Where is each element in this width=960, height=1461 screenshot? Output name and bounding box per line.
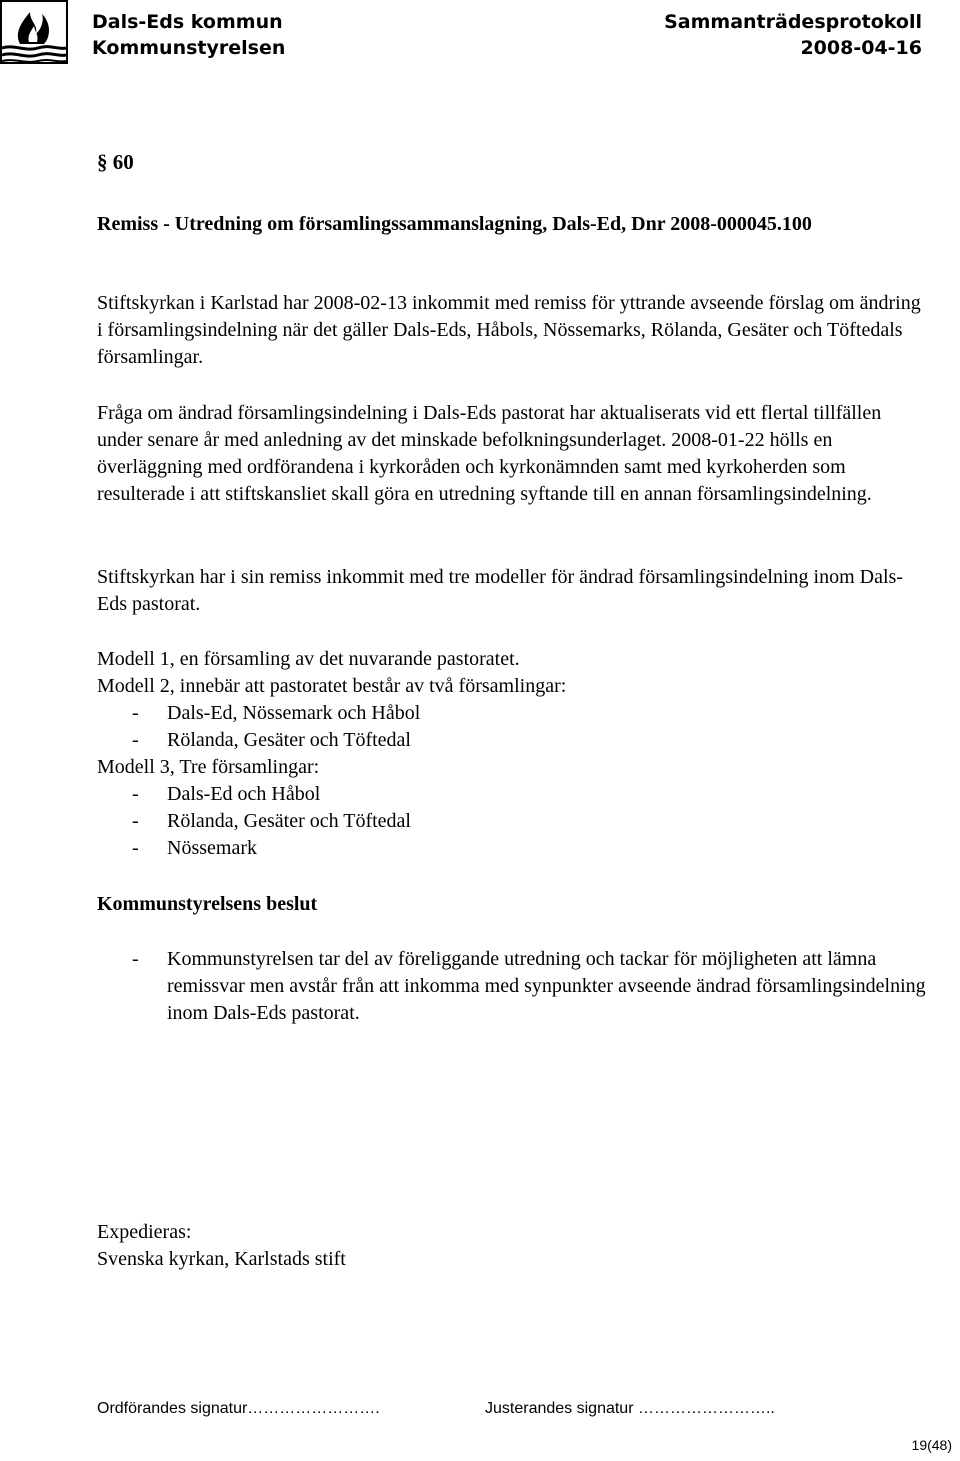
adjuster-signature-line: Justerandes signatur …………………….. [485, 1400, 775, 1417]
coat-of-arms-logo [0, 0, 68, 64]
expedieras-label: Expedieras: [97, 1221, 192, 1243]
header-body: Kommunstyrelsen [92, 37, 286, 59]
model-3-item [97, 808, 917, 835]
model-1: Modell 1, en församling av det nuvarande pastoratet. [97, 648, 520, 670]
page-number: 19(48) [911, 1437, 952, 1453]
chair-signature-line: Ordförandes signatur……………………. [97, 1400, 380, 1417]
case-title: Remiss - Utredning om församlingssammanslagning, Dals-Ed, Dnr 2008-000045.100 [97, 213, 812, 235]
body-paragraph-2: Fråga om ändrad församlingsindelning i Dals-Eds pastorat har aktualiserats vid ett flertal tillfällen under senare år med anledning av det minskade befolkningsunderlaget. 2008-01-22 hölls en överläggning med ordförandena i kyrkoråden och kyrkonämnden samt med kyrkoherden som resulterade i att stiftskansliet skall göra en utredning syftande till en annan församlingsindelning. [97, 402, 882, 505]
model-3-item [97, 781, 917, 808]
body-paragraph-1: Stiftskyrkan i Karlstad har 2008-02-13 inkommit med remiss för yttrande avseende förslag om ändring i församlingsindelning när det gäller Dals-Eds, Håbols, Nössemarks, Rölanda, Gesäter och Töftedals församlingar. [97, 292, 921, 368]
model-2: Modell 2, innebär att pastoratet består av två församlingar: [97, 675, 567, 697]
list-dash: - [132, 837, 139, 859]
model-2-item [97, 700, 917, 727]
model-3-item-text: Rölanda, Gesäter och Töftedal [167, 810, 411, 832]
body-paragraph-3: Stiftskyrkan har i sin remiss inkommit med tre modeller för ändrad församlingsindelning inom Dals-Eds pastorat. [97, 566, 903, 615]
header-date: 2008-04-16 [800, 37, 922, 59]
model-list [97, 646, 917, 862]
model-3-item-text: Dals-Ed och Håbol [167, 783, 321, 805]
list-dash: - [132, 810, 139, 832]
header-document-type: Sammanträdesprotokoll [664, 11, 922, 33]
model-2-item-text: Dals-Ed, Nössemark och Håbol [167, 702, 421, 724]
model-3-item-text: Nössemark [167, 837, 257, 859]
expedieras-value: Svenska kyrkan, Karlstads stift [97, 1248, 346, 1270]
list-dash: - [132, 948, 139, 970]
list-dash: - [132, 702, 139, 724]
model-2-item [97, 727, 917, 754]
model-3: Modell 3, Tre församlingar: [97, 756, 320, 778]
list-dash: - [132, 729, 139, 751]
paragraph-number: § 60 [97, 150, 134, 174]
list-dash: - [132, 783, 139, 805]
model-2-item-text: Rölanda, Gesäter och Töftedal [167, 729, 411, 751]
decision-heading: Kommunstyrelsens beslut [97, 893, 318, 915]
header-organization: Dals-Eds kommun [92, 11, 283, 33]
decision-text: Kommunstyrelsen tar del av föreliggande utredning och tackar för möjligheten att lämna remissvar men avstår från att inkomma med synpunkter avseende ändrad församlingsindelning inom Dals-Eds pastorat. [167, 948, 926, 1024]
model-3-item [97, 835, 917, 862]
